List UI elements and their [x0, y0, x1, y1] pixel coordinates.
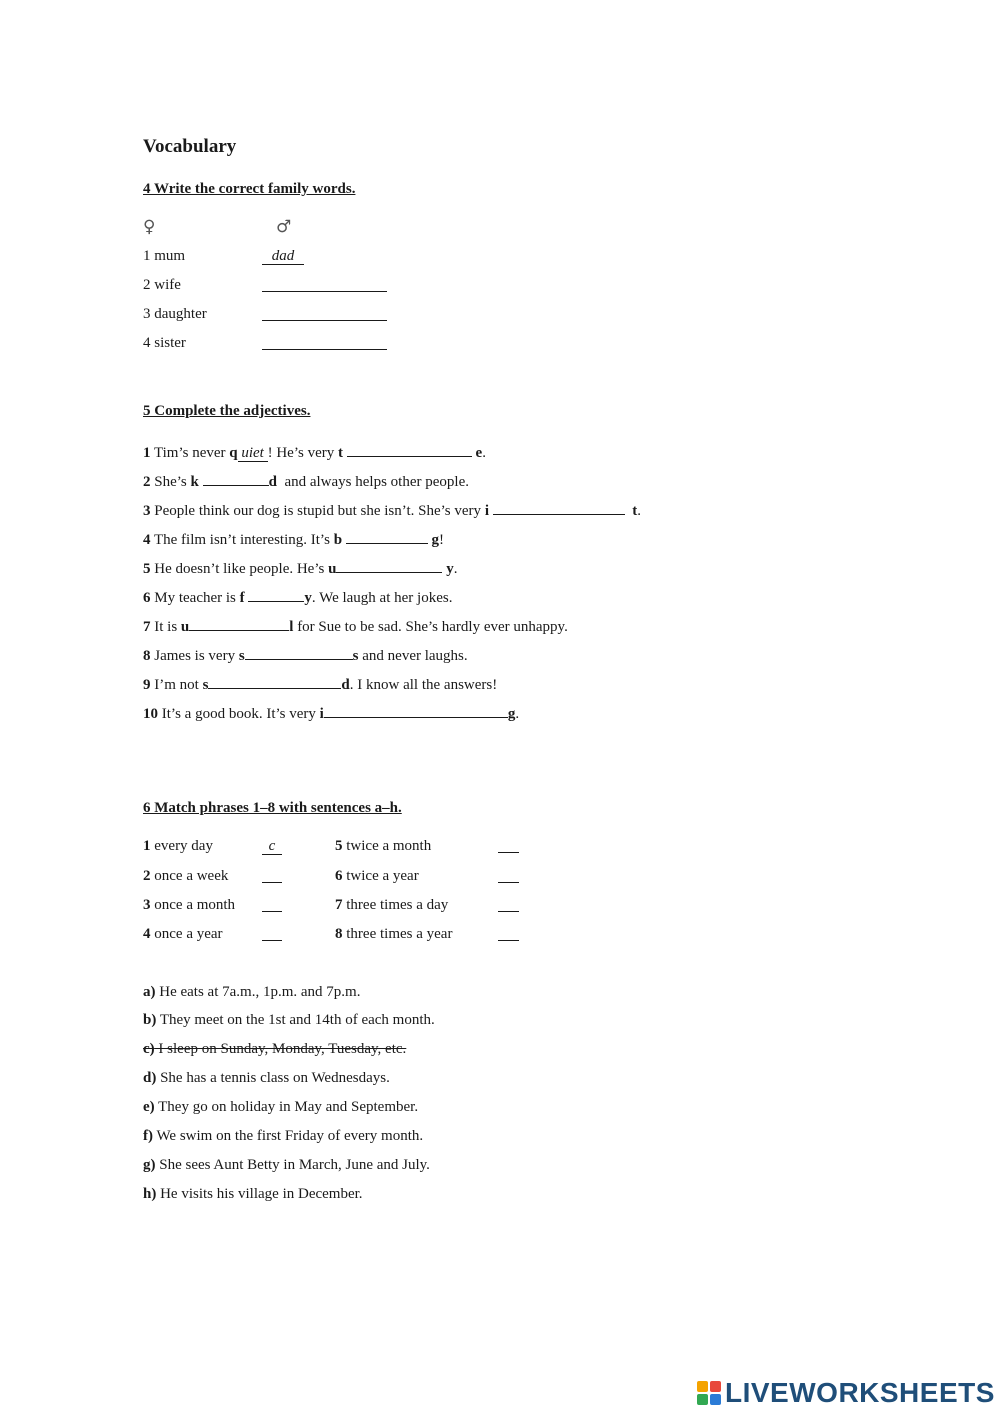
- family-word-label: 2 wife: [143, 277, 181, 293]
- adjective-item: 6 My teacher is f y. We laugh at her jokes.: [143, 587, 452, 607]
- phrase-item: 4 once a year: [143, 926, 223, 942]
- family-word-label: 4 sister: [143, 335, 186, 351]
- logo-tile-v: [697, 1394, 708, 1405]
- family-word-input[interactable]: [262, 277, 387, 292]
- match-input[interactable]: [498, 897, 519, 912]
- liveworksheets-logo: [697, 1377, 995, 1409]
- sentence-item: h) He visits his village in December.: [143, 1186, 363, 1202]
- logo-tile-l: [697, 1381, 708, 1392]
- adjective-input[interactable]: [245, 645, 353, 660]
- match-input[interactable]: [262, 897, 282, 912]
- family-word-input[interactable]: [262, 306, 387, 321]
- adjective-input[interactable]: [189, 616, 289, 631]
- phrase-item: 2 once a week: [143, 868, 229, 884]
- adjective-input[interactable]: [203, 471, 269, 486]
- adjective-item: 7 It is u l for Sue to be sad. She’s hardly ever unhappy.: [143, 616, 568, 636]
- adjective-item: 1 Tim’s never q uiet! He’s very t e.: [143, 442, 486, 462]
- match-input[interactable]: [262, 926, 282, 941]
- sentence-item-example: c) I sleep on Sunday, Monday, Tuesday, etc.: [143, 1041, 407, 1057]
- sentence-item: b) They meet on the 1st and 14th of each month.: [143, 1012, 435, 1028]
- phrase-item: 3 once a month: [143, 897, 236, 913]
- exercise-5-heading: 5 Complete the adjectives.: [143, 403, 311, 419]
- adjective-input[interactable]: [324, 703, 508, 718]
- phrase-item: 8 three times a year: [335, 926, 453, 942]
- adjective-item: 5 He doesn’t like people. He’s u y.: [143, 558, 457, 578]
- adjective-input[interactable]: [346, 529, 428, 544]
- family-word-input[interactable]: [262, 335, 387, 350]
- phrase-item: 5 twice a month: [335, 838, 432, 854]
- logo-tile-e: [710, 1394, 721, 1405]
- match-input[interactable]: [498, 868, 519, 883]
- adjective-item: 3 People think our dog is stupid but she isn’t. She’s very i t.: [143, 500, 641, 520]
- exercise-6-heading: 6 Match phrases 1–8 with sentences a–h.: [143, 800, 402, 816]
- match-input[interactable]: [262, 868, 282, 883]
- match-input[interactable]: [498, 838, 519, 853]
- exercise-4-heading: 4 Write the correct family words.: [143, 181, 356, 197]
- female-icon: ♀: [143, 217, 156, 237]
- sentence-item: g) She sees Aunt Betty in March, June and July.: [143, 1157, 430, 1173]
- adjective-item: 8 James is very s s and never laughs.: [143, 645, 468, 665]
- match-input[interactable]: [498, 926, 519, 941]
- adjective-item: 2 She’s k d and always helps other people.: [143, 471, 469, 491]
- family-word-label: 3 daughter: [143, 306, 207, 322]
- adjective-input[interactable]: [347, 442, 472, 457]
- adjective-input[interactable]: [248, 587, 304, 602]
- adjective-input[interactable]: [208, 674, 341, 689]
- sentence-item: f) We swim on the first Friday of every month.: [143, 1128, 424, 1144]
- phrase-item: 1 every day: [143, 838, 213, 854]
- adjective-item: 10 It’s a good book. It’s very i g.: [143, 703, 519, 723]
- logo-text: LIVEWORKSHEETS: [725, 1377, 995, 1408]
- sentence-item: e) They go on holiday in May and September.: [143, 1099, 419, 1115]
- phrase-item: 6 twice a year: [335, 868, 419, 884]
- adjective-item: 9 I’m not s d. I know all the answers!: [143, 674, 497, 694]
- sentence-item: d) She has a tennis class on Wednesdays.: [143, 1070, 390, 1086]
- sentence-item: a) He eats at 7a.m., 1p.m. and 7p.m.: [143, 984, 361, 1000]
- page-title: Vocabulary: [143, 136, 237, 157]
- family-word-answer[interactable]: dad: [262, 249, 304, 265]
- match-answer[interactable]: c: [262, 839, 282, 855]
- male-icon: ♂: [276, 217, 292, 237]
- logo-tile-i: [710, 1381, 721, 1392]
- phrase-item: 7 three times a day: [335, 897, 449, 913]
- logo-mark-icon: [697, 1381, 721, 1405]
- adjective-input[interactable]: [336, 558, 442, 573]
- family-word-label: 1 mum: [143, 248, 186, 264]
- adjective-answer[interactable]: uiet: [238, 446, 268, 462]
- adjective-input[interactable]: [493, 500, 625, 515]
- adjective-item: 4 The film isn’t interesting. It’s b g!: [143, 529, 444, 549]
